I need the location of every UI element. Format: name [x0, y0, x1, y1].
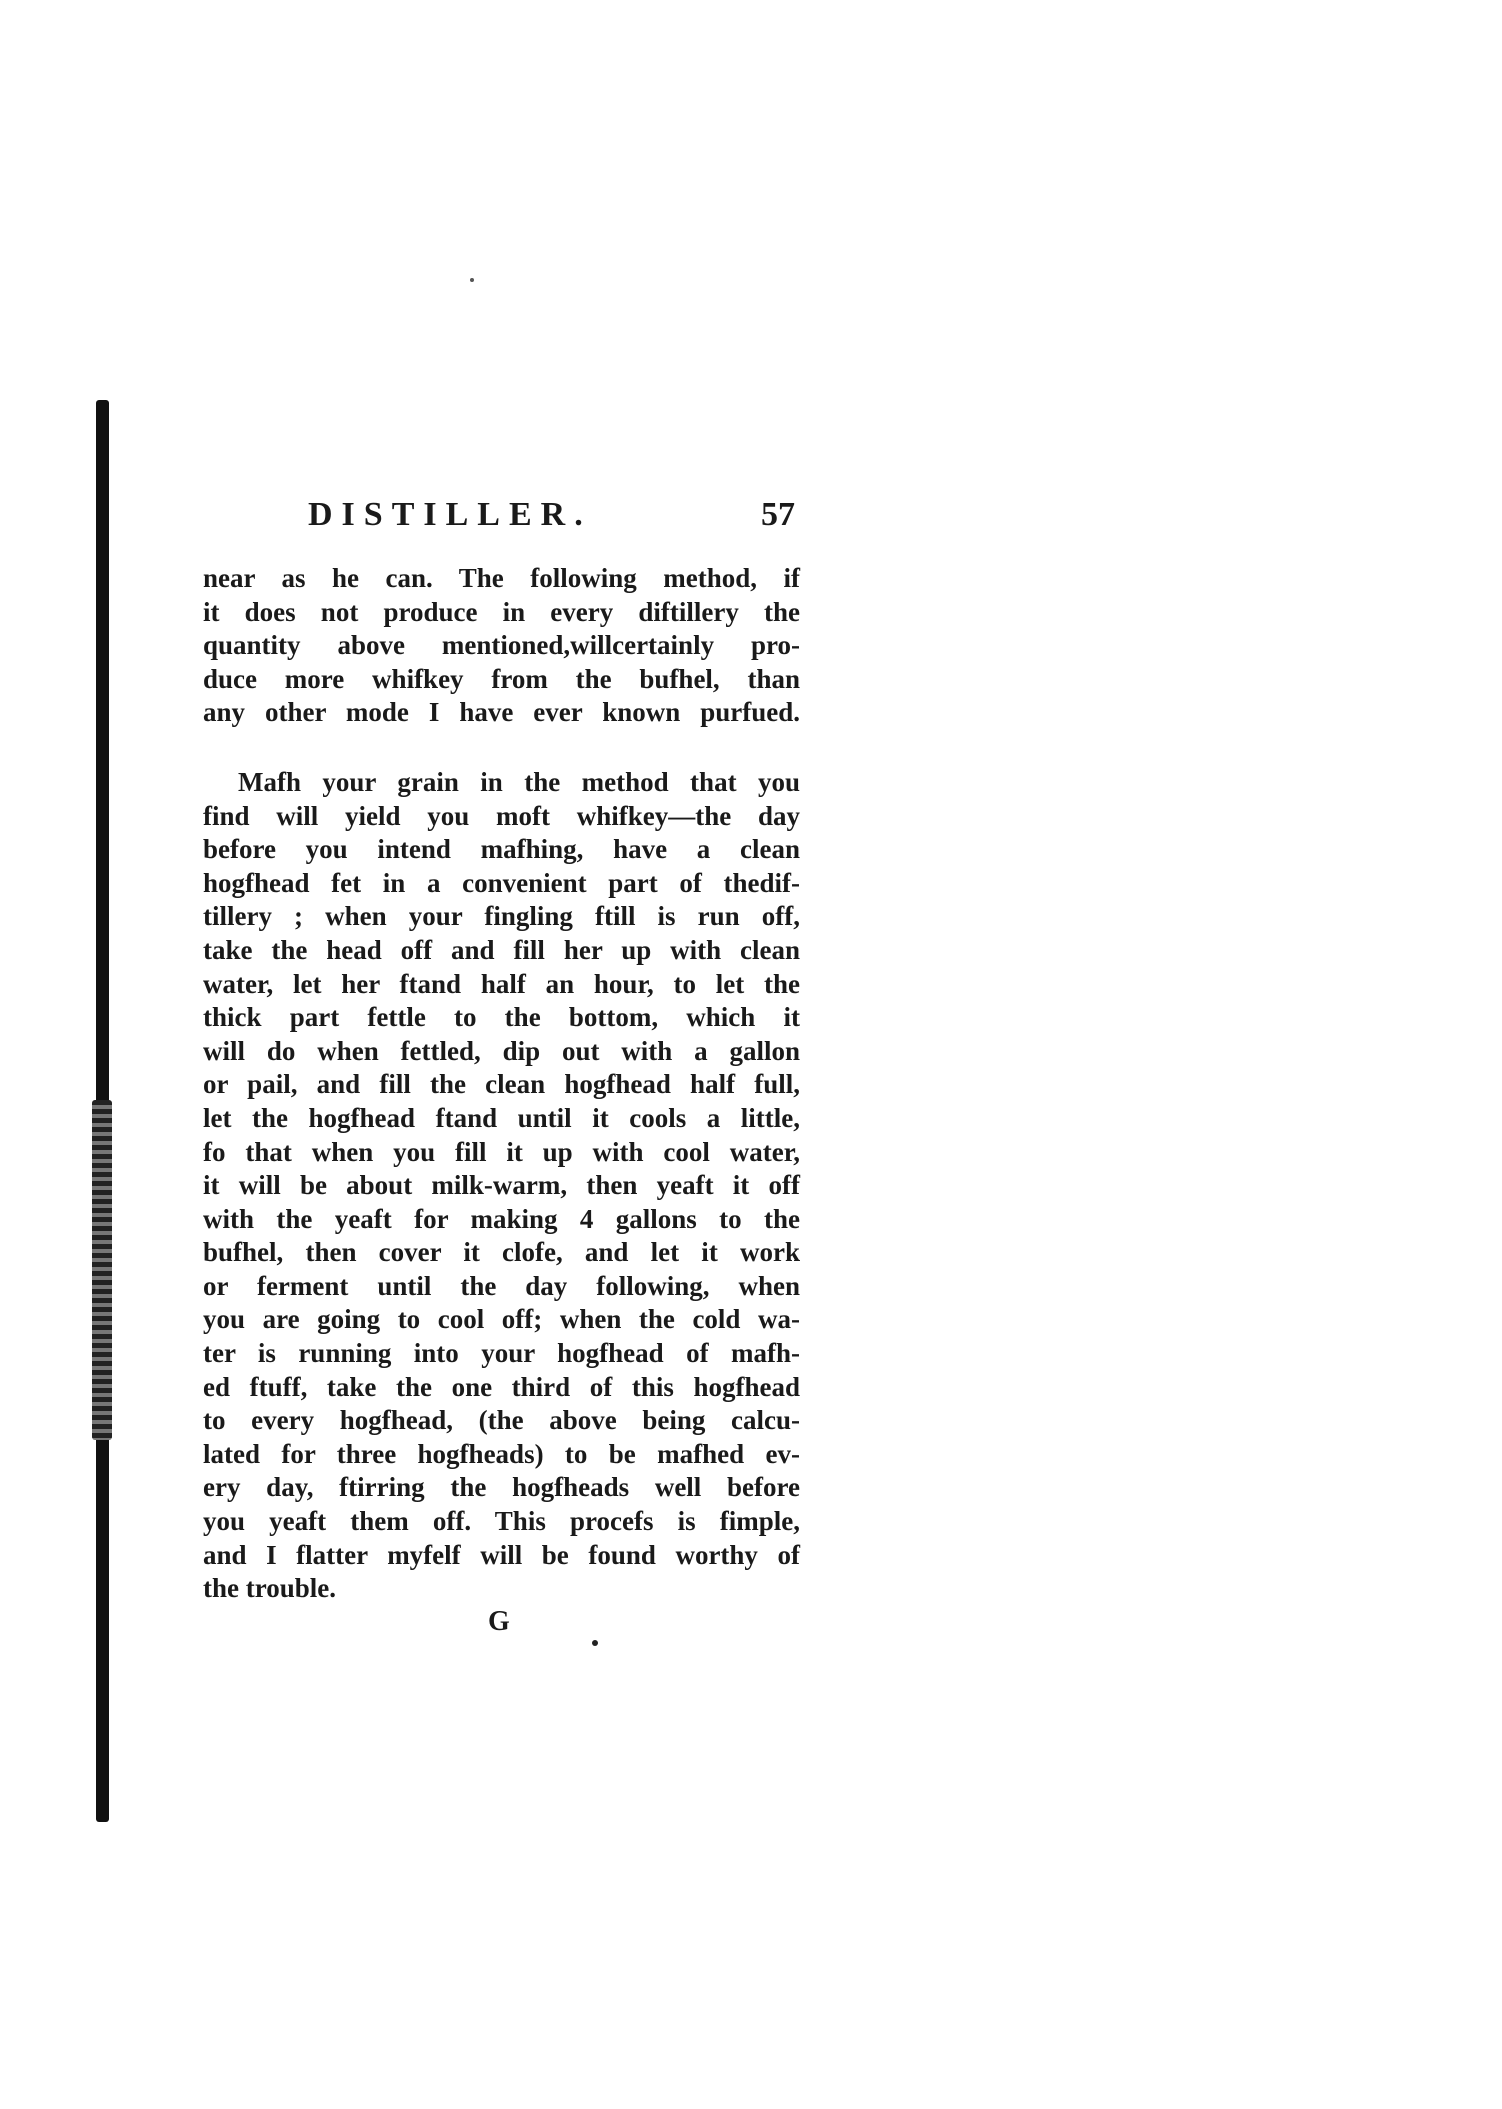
signature-mark: G [488, 1606, 510, 1637]
text-line: take the head off and fill her up with clean [203, 934, 800, 965]
text-line: Mafh your grain in the method that you [238, 766, 800, 797]
text-line: near as he can. The following method, if [203, 563, 800, 593]
text-line: the trouble. [203, 1573, 336, 1604]
text-line: water, let her ftand half an hour, to let the [203, 968, 800, 999]
text-line: quantity above mentioned,willcertainly pro- [203, 630, 800, 661]
text-line: hogfhead fet in a convenient part of thedif- [203, 867, 800, 898]
text-line: or ferment until the day following, when [203, 1270, 800, 1301]
text-line: find will yield you moft whifkey—the day [203, 800, 800, 831]
scan-speck [592, 1640, 598, 1646]
body-text [203, 562, 800, 1606]
page-number: 57 [761, 496, 795, 533]
text-line: to every hogfhead, (the above being calcu- [203, 1405, 800, 1436]
text-line: before you intend mafhing, have a clean [203, 834, 800, 865]
running-head [300, 493, 795, 537]
paragraph [203, 562, 800, 730]
text-line: with the yeaft for making 4 gallons to the [203, 1203, 800, 1234]
text-line: bufhel, then cover it clofe, and let it work [203, 1237, 800, 1268]
scanned-page-edge [96, 400, 109, 1822]
text-line: and I flatter myfelf will be found worthy of [203, 1539, 800, 1570]
scan-speck [470, 278, 474, 282]
text-line: ery day, ftirring the hogfheads well before [203, 1472, 800, 1503]
text-line: will do when fettled, dip out with a gallon [203, 1035, 800, 1066]
text-line: thick part fettle to the bottom, which it [203, 1002, 800, 1033]
text-line: it will be about milk-warm, then yeaft it off [203, 1170, 800, 1201]
text-line: duce more whifkey from the bufhel, than [203, 663, 800, 694]
text-line: you yeaft them off. This procefs is fimple, [203, 1506, 800, 1537]
text-line: lated for three hogfheads) to be mafhed ev- [203, 1438, 800, 1469]
text-line: ed ftuff, take the one third of this hogfhead [203, 1371, 800, 1402]
text-line: ter is running into your hogfhead of mafh- [203, 1338, 800, 1369]
text-line: tillery ; when your fingling ftill is run off, [203, 901, 800, 932]
text-line: you are going to cool off; when the cold wa- [203, 1304, 800, 1335]
running-head-title: DISTILLER. [308, 496, 592, 533]
text-line: fo that when you fill it up with cool water, [203, 1136, 800, 1167]
text-line: it does not produce in every diftillery the [203, 596, 800, 627]
paragraph [203, 766, 800, 1606]
text-line: or pail, and fill the clean hogfhead half full, [203, 1069, 800, 1100]
text-line: let the hogfhead ftand until it cools a little, [203, 1102, 800, 1133]
text-line: any other mode I have ever known purfued. [203, 697, 800, 728]
